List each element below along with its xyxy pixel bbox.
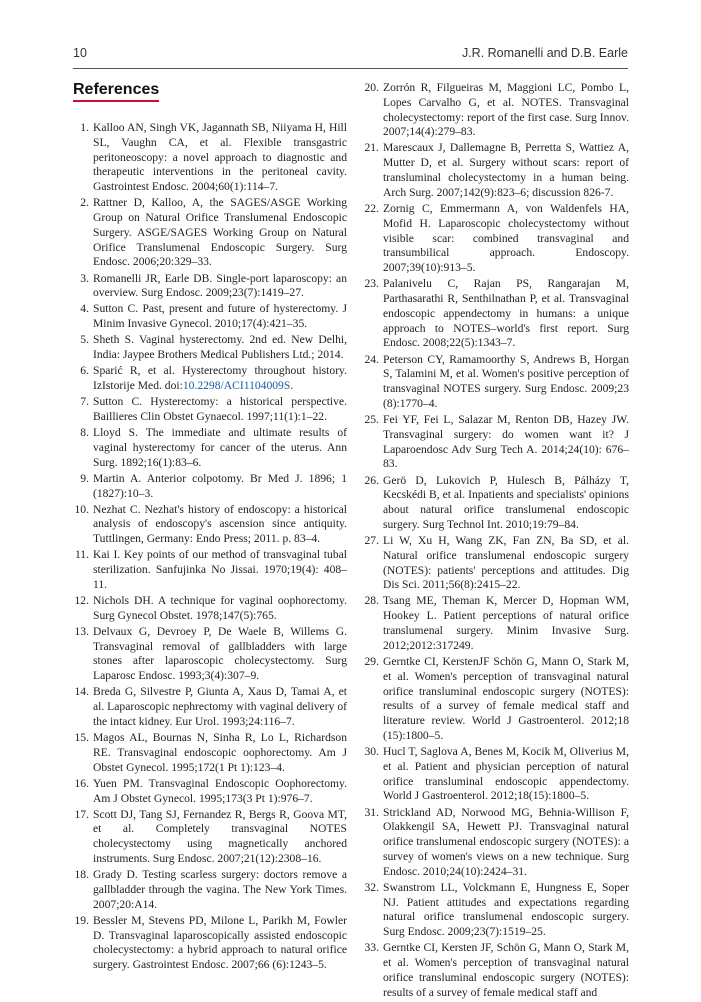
reference-text: Grady D. Testing scarless surgery: doctors remove a gallbladder through the vagina. The New York Times. 2007;20:A14. [93, 868, 347, 911]
references-right-column [361, 81, 629, 1002]
reference-text: Bessler M, Stevens PD, Milone L, Parikh M, Fowler D. Transvaginal laparoscopically assisted endoscopic cholecystectomy: a hybrid approach to natural orifice surgery. Gastrointest Endosc. 2007;66 (6):1243–5. [93, 913, 347, 972]
reference-item [361, 655, 629, 744]
reference-number: 33. [364, 941, 379, 955]
reference-text: Swanstrom LL, Volckmann E, Hungness E, Soper NJ. Patient attitudes and expectations regarding natural orifice translumenal endoscopic surgery. Surg Endosc. 2009;23(7):1519–25. [383, 880, 629, 939]
reference-number: 26. [364, 473, 379, 487]
reference-item [73, 302, 347, 332]
page-number: 10 [73, 46, 87, 60]
reference-number: 28. [364, 594, 379, 608]
reference-number: 12. [74, 593, 89, 607]
reference-text: Yuen PM. Transvaginal Endoscopic Oophorectomy. Am J Obstet Gynecol. 1995;173(3 Pt 1):976–7. [93, 776, 347, 805]
reference-item [361, 81, 629, 140]
reference-text: Sutton C. Past, present and future of hysterectomy. J Minim Invasive Gynecol. 2010;17(4):421–35. [93, 302, 347, 331]
reference-text: Palanivelu C, Rajan PS, Rangarajan M, Parthasarathi R, Senthilnathan P, et al. Transvaginal endoscopic appendectomy in humans: a unique approach to NOTES–world's first report. Surg Endosc. 2008;22(5):1343–7. [383, 277, 629, 350]
running-head: J.R. Romanelli and D.B. Earle [461, 46, 628, 60]
reference-text: Romanelli JR, Earle DB. Single-port laparoscopy: an overview. Surg Endosc. 2009;23(7):1419–27. [93, 271, 347, 300]
reference-item [73, 333, 347, 363]
reference-text: Nezhat C. Nezhat's history of endoscopy: a historical analysis of endoscopy's ascension since antiquity. Tuttlingen, Germany: Endo Press; 2011. p. 83–4. [93, 502, 347, 546]
reference-number: 25. [364, 413, 379, 427]
reference-number: 18. [74, 868, 89, 882]
reference-text: Marescaux J, Dallemagne B, Perretta S, Wattiez A, Mutter D, et al. Surgery without scars: report of transluminal cholecystectomy in a human being. Arch Surg. 2007;142(9):823–6; discussion 826-7. [383, 141, 629, 199]
reference-number: 1. [80, 121, 89, 134]
reference-number: 4. [80, 302, 89, 316]
reference-text-end: . [290, 379, 294, 393]
reference-number: 6. [80, 364, 89, 378]
reference-number: 27. [364, 533, 379, 547]
reference-number: 13. [74, 624, 89, 638]
reference-number: 2. [80, 196, 89, 210]
reference-text: Tsang ME, Theman K, Mercer D, Hopman WM, Hookey L. Patient perceptions of natural orifice translumenal surgery. Minim Invasive Surg. 2012;2012:317249. [383, 594, 629, 652]
reference-number: 9. [80, 471, 89, 485]
reference-text: Fei YF, Fei L, Salazar M, Renton DB, Hazey JW. Transvaginal surgery: do women want it? J Laparoendosc Adv Surg Tech A. 2014;24(10): 676–83. [383, 413, 629, 471]
reference-number: 19. [74, 913, 89, 927]
reference-item [361, 745, 629, 804]
reference-text: Breda G, Silvestre P, Giunta A, Xaus D, Tamai A, et al. Laparoscopic nephrectomy with vaginal delivery of the intact kidney. Eur Urol. 1993;24:116–7. [93, 685, 348, 728]
reference-number: 31. [364, 805, 379, 819]
reference-item [73, 914, 347, 973]
reference-item [361, 277, 629, 351]
reference-item [73, 808, 347, 867]
reference-text: Nichols DH. A technique for vaginal oophorectomy. Surg Gynecol Obstet. 1978;147(5):765. [93, 593, 347, 622]
reference-item [361, 594, 629, 653]
reference-text: Martin A. Anterior colpotomy. Br Med J. 1896; 1 (1827):10–3. [93, 471, 347, 500]
reference-text: Magos AL, Bournas N, Sinha R, Lo L, Richardson RE. Transvaginal endoscopic oophorectomy. Am J Obstet Gynecol. 1995;172(1 Pt 1):123–4. [93, 731, 347, 774]
reference-text: Sheth S. Vaginal hysterectomy. 2nd ed. New Delhi, India: Jaypee Brothers Medical Publishers Ltd.; 2014. [93, 333, 347, 362]
reference-text: Hucl T, Saglova A, Benes M, Kocik M, Oliverius M, et al. Patient and physician perception of natural orifice transluminal endoscopic appendectomy. World J Gastroenterol. 2012;18(15):1800–5. [383, 745, 629, 803]
reference-text: Kai I. Key points of our method of transvaginal tubal sterilization. Sanfujinka No Jissai. 1970;19(4): 408–11. [93, 548, 347, 591]
reference-item [361, 141, 629, 200]
reference-text: Scott DJ, Tang SJ, Fernandez R, Bergs R, Goova MT, et al. Completely transvaginal NOTES cholecystectomy using magnetically anchored instruments. Surg Endosc. 2007;21(12):2308–16. [93, 807, 347, 865]
reference-item [73, 548, 347, 592]
reference-item [361, 202, 629, 276]
reference-number: 22. [364, 201, 379, 215]
reference-item [73, 777, 347, 807]
reference-number: 14. [74, 685, 89, 699]
reference-text: Sutton C. Hysterectomy: a historical perspective. Baillieres Clin Obstet Gynaecol. 1997;11(1):1–22. [93, 395, 347, 423]
reference-item [73, 272, 347, 302]
page-header [73, 46, 628, 69]
reference-item [73, 395, 347, 425]
reference-item [361, 881, 629, 940]
reference-text: Gerö D, Lukovich P, Hulesch B, Pálházy T, Kecskédi B, et al. Inpatients and specialists' opinions about natural orifice translumenal endoscopic surgery. Surg Technol Int. 2010;19:79–84. [383, 473, 629, 531]
reference-text: Lloyd S. The immediate and ultimate results of vaginal hysterectomy for cancer of the uterus. Ann Surg. 1892;16(1):83–6. [93, 426, 347, 469]
reference-number: 32. [364, 880, 379, 894]
reference-text: Gerntke CI, KerstenJF Schön G, Mann O, Stark M, et al. Women's perception of transvaginal natural orifice transluminal endoscopic surgery (NOTES): results of a survey of female medical staff and literature review. World J Gastroenterol. 2012;18 (15):1800–5. [383, 654, 629, 742]
reference-item [73, 472, 347, 502]
reference-item [361, 474, 629, 533]
reference-number: 5. [80, 333, 89, 347]
reference-item [361, 534, 629, 593]
reference-item [73, 503, 347, 547]
reference-number: 23. [364, 277, 379, 291]
reference-item [73, 625, 347, 684]
reference-number: 8. [80, 426, 89, 440]
reference-number: 3. [80, 271, 89, 285]
reference-text: Sparić R, et al. Hysterectomy throughout history. IzIstorije Med. doi: [93, 364, 347, 393]
reference-number: 24. [364, 352, 379, 366]
reference-number: 29. [364, 654, 379, 668]
section-title: References [73, 81, 159, 102]
reference-item [73, 426, 347, 470]
reference-text: Gerntke CI, Kersten JF, Schön G, Mann O, Stark M, et al. Women's perception of transvaginal natural orifice transluminal endoscopic surgery (NOTES): results of a survey of female medical staff and [383, 941, 629, 999]
reference-number: 16. [74, 776, 89, 790]
reference-text: Rattner D, Kalloo, A, the SAGES/ASGE Working Group on Natural Orifice Translumenal Endoscopic Surgery. ASGE/SAGES Working Group on Natural Orifice Translumenal Endoscopic Surgery. Surg Endosc. 2006;20:329–33. [93, 196, 347, 269]
reference-item [73, 868, 347, 912]
reference-text: Peterson CY, Ramamoorthy S, Andrews B, Horgan S, Talamini M, et al. Women's positive perception of transvaginal NOTES surgery. Surg Endosc. 2009;23 (8):1770–4. [383, 352, 629, 410]
reference-item [73, 685, 347, 729]
reference-item [361, 806, 629, 880]
reference-text: Zorrón R, Filgueiras M, Maggioni LC, Pombo L, Lopes Carvalho G, et al. NOTES. Transvaginal cholecystectomy: report of the first case. Surg Innov. 2007;14(4):279–83. [383, 81, 629, 139]
reference-number: 15. [74, 731, 89, 745]
reference-number: 20. [364, 81, 379, 94]
reference-text: Delvaux G, Devroey P, De Waele B, Willems G. Transvaginal removal of gallbladders with large stones after laparoscopic cholecystectomy. Surg Laparosc Endosc. 1993;3(4):307–9. [93, 624, 347, 683]
reference-number: 30. [364, 745, 379, 759]
reference-text: Kalloo AN, Singh VK, Jagannath SB, Niiyama H, Hill SL, Vaughn CA, et al. Flexible transgastric peritoneoscopy: a novel approach to diagnostic and therapeutic interventions in the peritoneal cavity. Gastrointest Endosc. 2004;60(1):114–7. [93, 121, 347, 194]
reference-item [73, 364, 347, 394]
reference-number: 21. [364, 141, 379, 155]
reference-number: 11. [74, 548, 89, 562]
reference-item [361, 941, 629, 1000]
reference-item [361, 413, 629, 472]
reference-text: Zornig C, Emmermann A, von Waldenfels HA, Mofid H. Laparoscopic cholecystectomy without visible scar: combined transvaginal and transumbilical approach. Endoscopy. 2007;39(10):913–5. [383, 201, 629, 275]
references-left-column [73, 121, 347, 974]
reference-item [73, 594, 347, 624]
reference-item [73, 196, 347, 270]
reference-item [73, 121, 347, 195]
reference-number: 17. [74, 807, 89, 821]
reference-number: 10. [74, 502, 89, 516]
reference-text: Li W, Xu H, Wang ZK, Fan ZN, Ba SD, et al. Natural orifice translumenal endoscopic surgery (NOTES): patients' perceptions and attitudes. Dig Dis Sci. 2011;56(8):2415–22. [383, 533, 629, 592]
reference-item [73, 731, 347, 775]
reference-item [361, 353, 629, 412]
reference-number: 7. [80, 395, 89, 409]
doi-link[interactable]: 10.2298/ACI1104009S [182, 379, 291, 393]
reference-text: Strickland AD, Norwood MG, Behnia-Willison F, Olakkengil SA, Hewett PJ. Transvaginal natural orifice translumenal endoscopic surgery (NOTES): a survey of women's views on a new technique. Surg Endosc. 2010;24(10):2424–31. [383, 805, 629, 878]
